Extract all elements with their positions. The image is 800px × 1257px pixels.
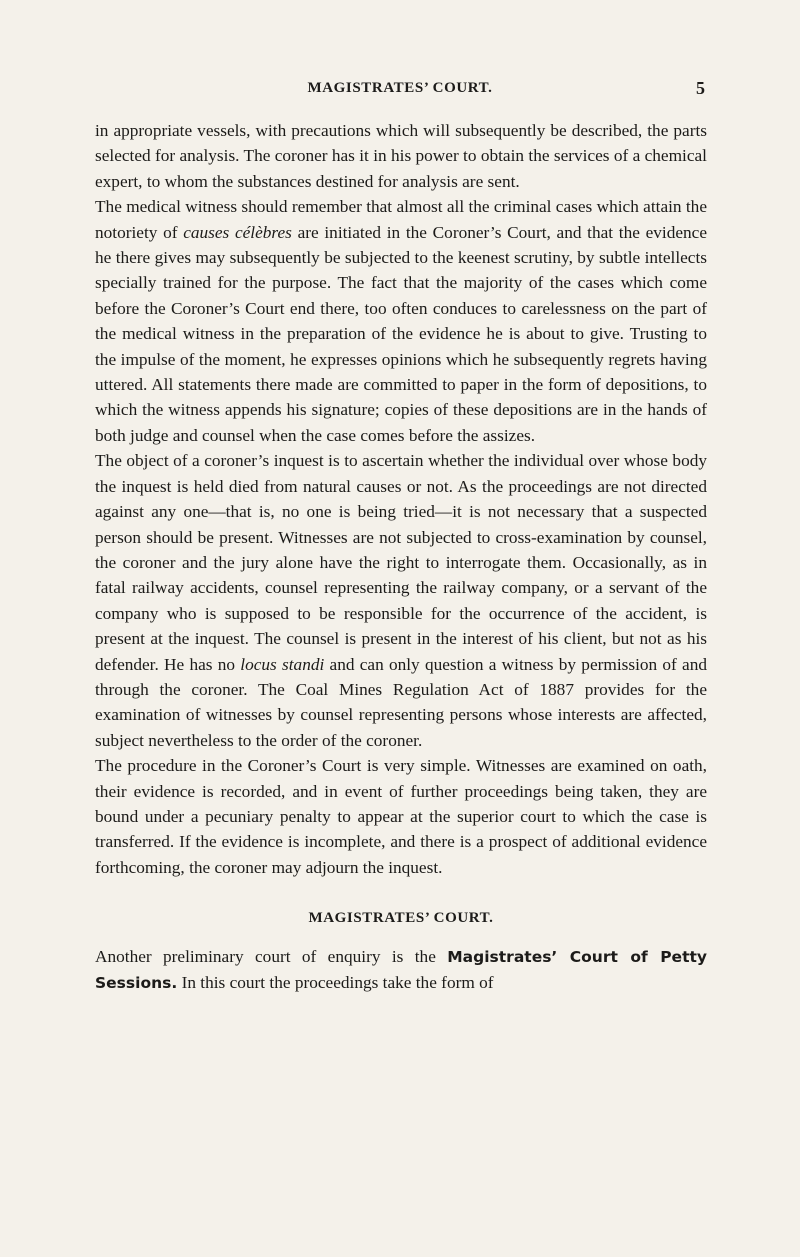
italic-term: causes célèbres [183,222,292,242]
paragraph-text: in appropriate vessels, with precautions which will subsequently be described, the parts selected for analysis. The coroner has it in his power to obtain the services of a chemical expert, to whom the substances destined for analysis are sent. [95,121,707,191]
paragraph [95,118,707,194]
paragraph-text: In this court the proceedings take the form of [177,973,494,992]
body-text [95,118,707,996]
paragraph [95,194,707,448]
page-number: 5 [696,78,705,98]
italic-term: locus standi [240,654,325,674]
section-heading: MAGISTRATES’ COURT. [308,910,494,927]
paragraph-text: are initiated in the Coroner’s Court, and that the evidence he there gives may subsequently be subjected to the keenest scrutiny, by subtle intellects specially trained for the purpose. The fact that the majority of the cases which come before the Coroner’s Court end there, too often conduces to carelessness on the part of the medical witness in the preparation of the evidence he is about to give. Trusting to the impulse of the moment, he expresses opinions which he subsequently regrets having uttered. All statements there made are committed to paper in the form of depositions, to which the witness appends his signature; copies of these depositions are in the hands of both judge and counsel when the case comes before the assizes. [95,222,707,445]
paragraph-text: The object of a coroner’s inquest is to ascertain whether the individual over whose body the inquest is held died from natural causes or not. As the proceedings are not directed against any one—that is, no one is being tried—it is not necessary that a suspected person should be present. Witnesses are not subjected to cross-examination by counsel, the coroner and the jury alone have the right to interrogate them. Occasionally, as in fatal railway accidents, counsel representing the railway company, or a servant of the company who is supposed to be responsible for the occurrence of the accident, is present at the inquest. The counsel is present in the interest of his client, but not as his defender. He has no [95,451,707,674]
paragraph-text: The procedure in the Coroner’s Court is very simple. Witnesses are examined on oath, their evidence is recorded, and in event of further proceedings being taken, they are bound under a pecuniary penalty to appear at the superior court to which the case is transferred. If the evidence is incomplete, and there is a prospect of additional evidence forthcoming, the coroner may adjourn the inquest. [95,756,707,877]
paragraph [95,448,707,753]
paragraph-text: Another preliminary court of enquiry is the [95,946,448,966]
paragraph [95,753,707,880]
running-head [0,80,800,104]
running-title: MAGISTRATES’ COURT. [307,80,493,96]
paragraph-text: The medical witness should remember that almost all the criminal cases which attain the notoriety of [95,197,707,242]
bold-term: Magistrates’ Court of Petty Sessions. [95,947,707,992]
paragraph [95,944,707,997]
paragraph-text: and can only question a witness by permission of and through the coroner. The Coal Mines Regulation Act of 1887 provides for the examination of witnesses by counsel representing persons whose interests are affected, subject nevertheless to the order of the coroner. [95,654,707,750]
